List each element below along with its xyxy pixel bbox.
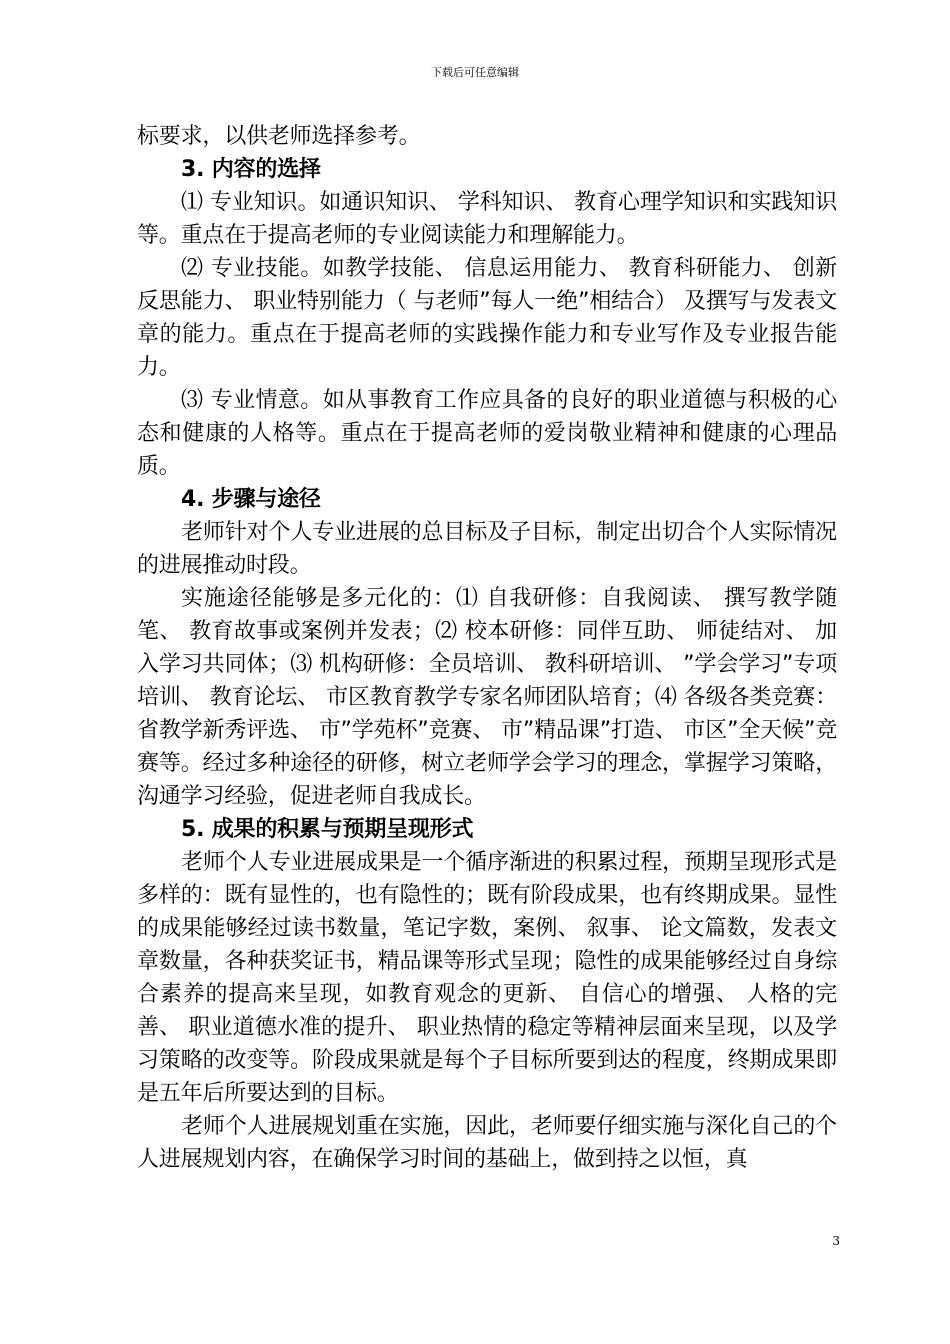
paragraph-professional-skills: ⑵ 专业技能。如教学技能、 信息运用能力、 教育科研能力、 创新反思能力、 职业特别能力（ 与老师”每人一绝”相结合） 及撰写与发表文章的能力。重点在于提高老师的实践操作能力和专业写作及专业报告能力。 — [137, 256, 837, 380]
paragraph-professional-sentiment: ⑶ 专业情意。如从事教育工作应具备的良好的职业道德与积极的心态和健康的人格等。重点在于提高老师的爱岗敬业精神和健康的心理品质。 — [137, 388, 837, 479]
section-heading-content-selection: 3. 内容的选择 — [181, 157, 321, 182]
section-heading-results: 5. 成果的积累与预期呈现形式 — [181, 817, 474, 842]
section-heading-steps-and-paths: 4. 步骤与途径 — [181, 487, 321, 512]
document-body — [137, 120, 837, 1176]
paragraph-results-forms: 老师个人专业进展成果是一个循序渐进的积累过程，预期呈现形式是多样的：既有显性的，也有隐性的；既有阶段成果，也有终期成果。显性的成果能够经过读书数量，笔记字数，案例、 叙事、 论文篇数，发表文章数量，各种获奖证书，精品课等形式呈现；隐性的成果能够经过自身综合素养的提高来呈现，如教育观念的更新、 自信心的增强、 人格的完善、 职业道德水准的提升、 职业热情的稳定等精神层面来呈现，以及学习策略的改变等。阶段成果就是每个子目标所要到达的程度，终期成果即是五年后所要达到的目标。 — [137, 850, 837, 1106]
page-header: 下载后可任意编辑 — [431, 66, 519, 79]
paragraph-professional-knowledge: ⑴ 专业知识。如通识知识、 学科知识、 教育心理学知识和实践知识等。重点在于提高老师的专业阅读能力和理解能力。 — [137, 190, 837, 248]
paragraph-continuation: 标要求，以供老师选择参考。 — [137, 124, 421, 149]
paragraph-implementation-paths: 实施途径能够是多元化的：⑴ 自我研修：自我阅读、 撰写教学随笔、 教育故事或案例并发表；⑵ 校本研修：同伴互助、 师徒结对、 加入学习共同体；⑶ 机构研修：全员培训、 教科研培训、 ”学会学习”专项培训、 教育论坛、 市区教育教学专家名师团队培育；⑷ 各级各类竞赛：省教学新秀评选、 市”学苑杯”竞赛、 市”精品课”打造、 市区”全天候”竞赛等。经过多种途径的研修，树立老师学会学习的理念，掌握学习策略，沟通学习经验，促进老师自我成长。 — [137, 586, 837, 809]
paragraph-implementation-focus: 老师个人进展规划重在实施，因此，老师要仔细实施与深化自己的个人进展规划内容，在确保学习时间的基础上，做到持之以恒，真 — [137, 1114, 837, 1172]
paragraph-goals: 老师针对个人专业进展的总目标及子目标，制定出切合个人实际情况的进展推动时段。 — [137, 520, 837, 578]
page-number: 3 — [832, 1234, 840, 1248]
